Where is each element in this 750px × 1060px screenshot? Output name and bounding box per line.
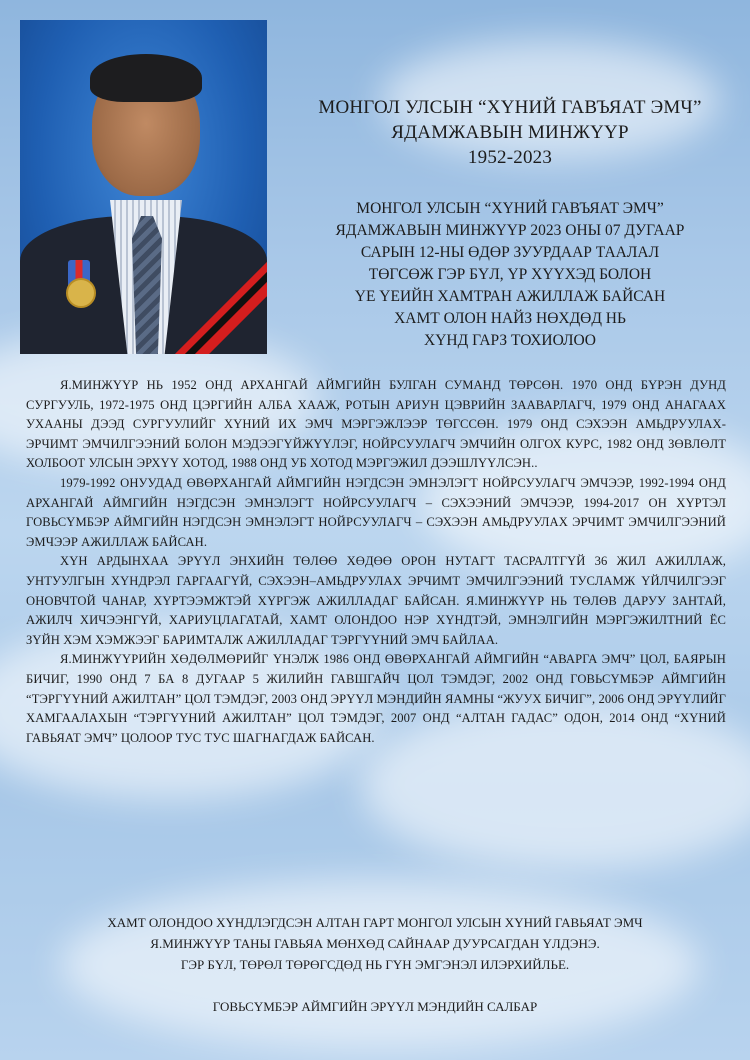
medal-icon [68, 260, 90, 296]
announcement-line: ТӨГСӨЖ ГЭР БҮЛ, ҮР ХҮҮХЭД БОЛОН [368, 266, 652, 283]
condolence-message [20, 912, 730, 975]
condolence-line: ГЭР БҮЛ, ТӨРӨЛ ТӨРӨГСДӨД НЬ ГҮН ЭМГЭНЭЛ ИЛЭРХИЙЛЬЕ. [180, 957, 570, 972]
announcement-line: ХАМТ ОЛОН НАЙЗ НӨХДӨД НЬ [394, 310, 626, 327]
portrait-hair [90, 54, 202, 102]
biography-paragraph: 1979-1992 ОНУУДАД ӨВӨРХАНГАЙ АЙМГИЙН НЭГДСЭН ЭМНЭЛЭГТ НОЙРСУУЛАГЧ ЭМЧЭЭР, 1992-1994 ОНД АРХАНГАЙ АЙМГИЙН НЭГДСЭН ЭМНЭЛЭГТ НОЙРСУУЛАГЧ – СЭХЭЭНИЙ ЭМЧЭЭР, 1994-2017 ОН ХҮРТЭЛ ГОВЬСҮМБЭР АЙМГИЙН НЭГДСЭН ЭМНЭЛЭГТ НОЙРСУУЛАГЧ – СЭХЭЭН АМЬДРУУЛАХ ЭРЧИМТ ЭМЧИЛГЭЭНИЙ ЭМЧЭЭР АЖИЛЛАЖ БАЙСАН. [26, 475, 726, 549]
title-years: 1952-2023 [467, 147, 553, 168]
condolence-line: ХАМТ ОЛОНДОО ХҮНДЛЭГДСЭН АЛТАН ГАРТ МОНГОЛ УЛСЫН ХҮНИЙ ГАВЬЯАТ ЭМЧ [107, 915, 643, 930]
announcement-line: ҮЕ ҮЕИЙН ХАМТРАН АЖИЛЛАЖ БАЙСАН [354, 288, 666, 305]
title-name: ЯДАМЖАВЫН МИНЖҮҮР [391, 122, 629, 143]
organization-signature: ГОВЬСҮМБЭР АЙМГИЙН ЭРҮҮЛ МЭНДИЙН САЛБАР [212, 999, 538, 1014]
condolence-line: Я.МИНЖҮҮР ТАНЫ ГАВЬЯА МӨНХӨД САЙНААР ДУУРСАГДАН ҮЛДЭНЭ. [150, 936, 600, 951]
memorial-title [270, 95, 750, 170]
portrait-tie [132, 216, 162, 354]
biography-paragraph: Я.МИНЖҮҮР НЬ 1952 ОНД АРХАНГАЙ АЙМГИЙН БУЛГАН СУМАНД ТӨРСӨН. 1970 ОНД БҮРЭН ДУНД СУРГУУЛЬ, 1972-1975 ОНД ЦЭРГИЙН АЛБА ХААЖ, РОТЫН АРИУН ЦЭВРИЙН ЗААВАРЛАГЧ, 1979 ОНД АНАГААХ УХААНЫ ДЭЭД СУРГУУЛИЙГ ХҮНИЙ ИХ ЭМЧ МЭРГЭЖЛЭЭР ТӨГССӨН. 1979 ОНД СЭХЭЭН АМЬДРУУЛАХ- ЭРЧИМТ ЭМЧИЛГЭЭНИЙ БОЛОН МЭДЭЭГҮЙЖҮҮЛЭГ, НОЙРСУУЛАГЧ ЭМЧИЙН ОЛГОХ КУРС, 1982 ОНД ЗӨВЛӨЛТ ХОЛБООТ УЛСЫН ЭРХҮҮ ХОТОД, 1988 ОНД УБ ХОТОД МЭРГЭЖИЛ ДЭЭШЛҮҮЛСЭН.. [26, 378, 726, 471]
announcement-line: САРЫН 12-НЫ ӨДӨР ЗУУРДААР ТААЛАЛ [360, 244, 660, 261]
announcement-line: ХҮНД ГАРЗ ТОХИОЛОО [424, 332, 596, 349]
memorial-portrait [20, 20, 267, 354]
biography-paragraph: Я.МИНЖҮҮРИЙН ХӨДӨЛМӨРИЙГ ҮНЭЛЖ 1986 ОНД ӨВӨРХАНГАЙ АЙМГИЙН “АВАРГА ЭМЧ” ЦОЛ, БАЯРЫН БИЧИГ, 1990 ОНД 7 БА 8 ДУГААР 5 ЖИЛИЙН ГАВШГАЙЧ ЦОЛ ТЭМДЭГ, 2002 ОНД ГОВЬСҮМБЭР АЙМГИЙН “ТЭРГҮҮНИЙ АЖИЛТАН” ЦОЛ ТЭМДЭГ, 2003 ОНД ЭРҮҮЛ МЭНДИЙН ЯАМНЫ “ЖУУХ БИЧИГ”, 2006 ОНД ЭРҮҮЛИЙГ ХАМГААЛАХЫН “ТЭРГҮҮНИЙ АЖИЛТАН” ЦОЛ ТЭМДЭГ, 2007 ОНД “АЛТАН ГАДАС” ОДОН, 2014 ОНД “ХҮНИЙ ГАВЬЯАТ ЭМЧ” ЦОЛООР ТУС ТУС ШАГНАГДАЖ БАЙСАН. [26, 652, 726, 745]
announcement-line: МОНГОЛ УЛСЫН “ХҮНИЙ ГАВЪЯАТ ЭМЧ” [356, 200, 664, 217]
announcement-line: ЯДАМЖАВЫН МИНЖҮҮР 2023 ОНЫ 07 ДУГААР [335, 222, 685, 239]
title-line-1: МОНГОЛ УЛСЫН “ХҮНИЙ ГАВЪЯАТ ЭМЧ” [318, 97, 702, 118]
death-announcement [270, 198, 750, 352]
biography-paragraph: ХҮН АРДЫНХАА ЭРҮҮЛ ЭНХИЙН ТӨЛӨӨ ХӨДӨӨ ОРОН НУТАГТ ТАСРАЛТГҮЙ 36 ЖИЛ АЖИЛЛАЖ, УНТУУЛГЫН ХҮНДРЭЛ ГАРГААГҮЙ, СЭХЭЭН–АМЬДРУУЛАХ ЭРЧИМТ ЭМЧИЛГЭЭНИЙ ТУСЛАМЖ ҮЙЛЧИЛГЭЭГ ОНОВЧТОЙ ЧАНАР, ХҮРТЭЭМЖТЭЙ ХҮРГЭЖ АЖИЛЛАДАГ БАЙСАН. Я.МИНЖҮҮР НЬ ТӨЛӨВ ДАРУУ ЗАНТАЙ, АЖИЛЧ ХИЧЭЭНГҮЙ, ХАРИУЦЛАГАТАЙ, ХАМТ ОЛОНДОО НЭР ХҮНДТЭЙ, ЭМНЭЛГИЙН МЭРГЭЖИЛТНИЙ ЁС ЗҮЙН ХЭМ ХЭМЖЭЭГ БАРИМТАЛЖ АЖИЛЛАДАГ ТЭРГҮҮНИЙ ЭМЧ БАЙЛАА. [26, 554, 726, 647]
biography [26, 376, 726, 748]
